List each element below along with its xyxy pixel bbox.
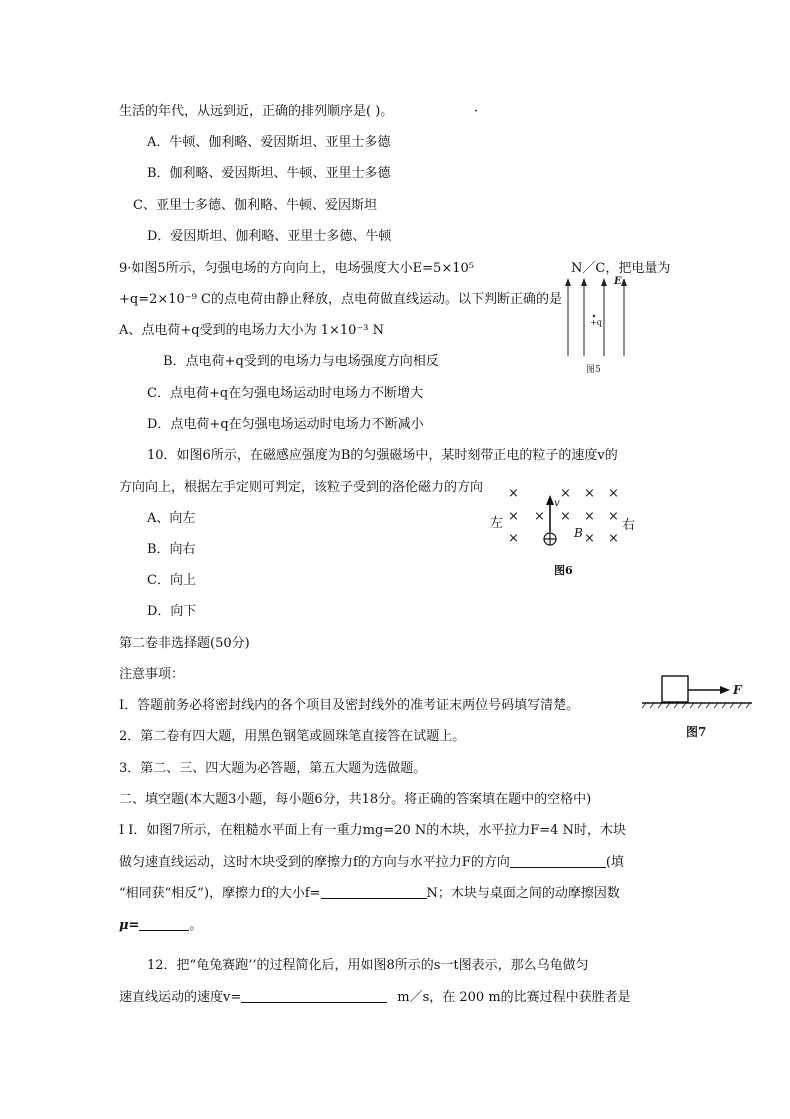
figure-7-caption: 图7 xyxy=(686,725,707,739)
q11-line2 xyxy=(119,855,624,871)
q9-option-d: D．点电荷+q在匀强电场运动时电场力不断减小 xyxy=(147,417,424,432)
q10-option-a: A、向左 xyxy=(147,511,196,526)
q9-line1: 9·如图5所示，匀强电场的方向向上，电场强度大小E=5×10⁵ xyxy=(119,261,474,276)
figure-5-caption: 图5 xyxy=(586,365,601,375)
q11-blank-friction[interactable] xyxy=(321,886,427,899)
q10-option-d: D．向下 xyxy=(147,604,197,619)
cross-mark: × xyxy=(560,486,571,501)
part2-title: 第二卷非选择题(50分) xyxy=(119,636,250,651)
part2-notes-title: 注意事项： xyxy=(119,667,185,682)
q10-line1: 10．如图6所示，在磁感应强度为B的匀强磁场中，某时刻带正电的粒子的速度v的 xyxy=(147,448,618,463)
q11-line4 xyxy=(119,918,202,934)
q10-line2: 方向向上，根据左手定则可判定，该粒子受到的洛伦磁力的方向 xyxy=(119,480,484,495)
q10-option-c: C．向上 xyxy=(147,573,196,588)
q11-line2-text: 做匀速直线运动，这时木块受到的摩擦力f的方向与水平拉力F的方向 xyxy=(119,855,510,870)
q11-line3-end: N；木块与桌面之间的动摩擦因数 xyxy=(426,886,620,901)
cross-mark: × xyxy=(584,486,595,501)
part2-note-3: 3．第二、三、四大题为必答题，第五大题为选做题。 xyxy=(119,761,427,776)
q11-mu-label: μ= xyxy=(119,918,140,933)
q12-line1: 12．把“龟兔赛跑’’的过程简化后，用如图8所示的s一t图表示，那么乌龟做匀 xyxy=(147,958,589,973)
q8-option-d: D．爱因斯坦、伽利略、亚里士多德、牛顿 xyxy=(147,229,392,244)
figure-6-caption: 图6 xyxy=(554,564,573,577)
q9-line1-unit: N／C，把电量为 xyxy=(571,261,671,276)
figure-6-v-label: v xyxy=(554,498,560,509)
section2-title: 二、填空题(本大题3小题，每小题6分，共18分。将正确的答案填在题中的空格中) xyxy=(119,792,592,807)
q12-blank-velocity[interactable] xyxy=(241,990,387,1003)
figure-6-right-label: 右 xyxy=(622,518,636,533)
cross-mark: × xyxy=(508,486,519,501)
q11-blank-mu[interactable] xyxy=(139,918,189,931)
part2-note-1: I．答题前务必将密封线内的各个项目及密封线外的准考证末两位号码填写清楚。 xyxy=(119,698,580,713)
q12-line2 xyxy=(119,990,631,1006)
q9-option-b: B．点电荷+q受到的电场力与电场强度方向相反 xyxy=(163,354,439,369)
q8-option-a: A．牛顿、伽利略、爱因斯坦、亚里士多德 xyxy=(147,135,391,150)
figure-6-magnetic-field xyxy=(488,484,638,580)
q11-blank-direction[interactable] xyxy=(510,855,606,868)
cross-mark: × xyxy=(608,531,619,546)
figure-6-left-label: 左 xyxy=(490,516,504,531)
cross-mark: × xyxy=(560,509,571,524)
cross-mark: × xyxy=(608,509,619,524)
cross-mark: × xyxy=(508,509,519,524)
q11-line2-end: (填 xyxy=(605,855,624,870)
figure-5-field-label: E xyxy=(614,276,622,287)
q9-option-c: C．点电荷+q在匀强电场运动时电场力不断增大 xyxy=(147,386,424,401)
figure-5-charge-label: +q xyxy=(590,318,602,327)
q11-line1: I I．如图7所示，在粗糙水平面上有一重力mg=20 N的木块，水平拉力F=4 N时，木块 xyxy=(119,823,626,838)
q8-stem: 生活的年代，从远到近，正确的排列顺序是( )。 xyxy=(119,104,394,119)
cross-mark: × xyxy=(534,509,545,524)
figure-7-force-label: F xyxy=(733,683,742,697)
q12-line2-text: 速直线运动的速度v= xyxy=(119,990,242,1005)
q8-dot: · xyxy=(474,104,479,119)
q8-option-c: C、亚里士多德、伽利略、牛顿、爱因斯坦 xyxy=(133,198,377,213)
cross-mark: × xyxy=(608,486,619,501)
cross-mark: × xyxy=(584,531,595,546)
part2-note-2: 2．第二卷有四大题，用黑色钢笔或圆珠笔直接答在试题上。 xyxy=(119,729,466,744)
q11-line4-end: 。 xyxy=(189,918,203,933)
q11-line3 xyxy=(119,886,620,902)
q10-option-b: B．向右 xyxy=(147,542,196,557)
cross-mark: × xyxy=(584,509,595,524)
figure-6-b-label: B xyxy=(574,526,583,540)
q9-line2: +q=2×10⁻⁹ C的点电荷由静止释放，点电荷做直线运动。以下判断正确的是 xyxy=(119,292,562,307)
q9-option-a: A、点电荷+q受到的电场力大小为 1×10⁻³ N xyxy=(119,323,385,338)
q11-line3-text: “相同获“相反”)，摩擦力f的大小f= xyxy=(119,886,321,901)
q12-line2-end: m／s，在 200 m的比赛过程中获胜者是 xyxy=(397,990,631,1005)
q8-option-b: B．伽利略、爱因斯坦、牛顿、亚里士多德 xyxy=(147,166,391,181)
cross-mark: × xyxy=(508,531,519,546)
